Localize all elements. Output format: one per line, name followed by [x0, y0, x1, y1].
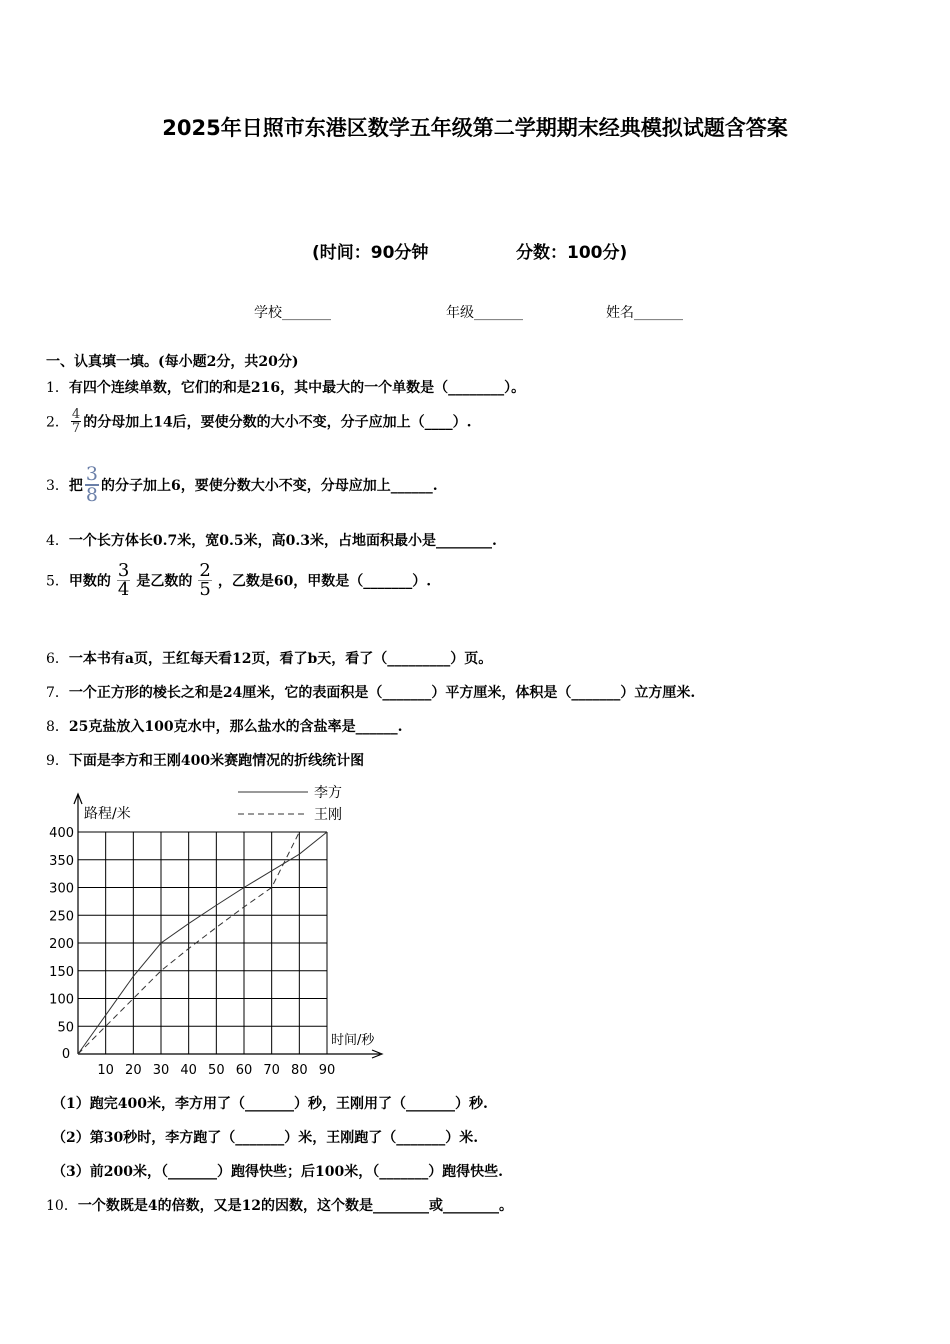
page-title: 2025年日照市东港区数学五年级第二学期期末经典模拟试题含答案	[162, 116, 788, 140]
x-tick-label: 30	[152, 1063, 170, 1078]
legend-label: 王刚	[314, 807, 342, 823]
y-tick-label: 50	[57, 1020, 74, 1036]
y-tick-label: 400	[49, 826, 74, 841]
y-tick-label: 300	[49, 881, 74, 897]
question-prefix: 甲数的	[68, 573, 111, 590]
question-5	[46, 562, 431, 599]
question-3	[46, 465, 438, 505]
question-9	[46, 750, 364, 770]
fraction: $\frac{3}{4}$	[117, 560, 130, 600]
x-axis-label: 时间/秒	[331, 1033, 375, 1048]
question-middle: 是乙数的	[136, 573, 193, 590]
question-9-part-2: （2）第30秒时，李方跑了（_______）米，王刚跑了（_______）米.	[52, 1130, 479, 1146]
question-9-part-3: （3）前200米，（_______）跑得快些；后100米，（_______）跑得快些.	[52, 1164, 504, 1180]
question-7	[46, 682, 695, 702]
question-number: 8．	[46, 719, 69, 735]
x-tick-label: 70	[263, 1063, 280, 1078]
question-number: 7．	[46, 685, 69, 701]
y-tick-label: 250	[49, 909, 74, 925]
question-2	[46, 408, 472, 435]
x-tick-label: 90	[318, 1063, 336, 1078]
chart-axes	[74, 794, 382, 1058]
name-field[interactable]: 姓名_______	[606, 305, 683, 321]
question-number: 10．	[46, 1198, 78, 1214]
chart-grid	[78, 832, 327, 1054]
exam-score: 分数：100分)	[516, 243, 628, 263]
x-tick-label: 0	[61, 1047, 71, 1062]
school-field[interactable]: 学校_______	[254, 305, 331, 321]
x-tick-label: 10	[97, 1063, 114, 1078]
question-1	[46, 377, 525, 397]
question-8	[46, 716, 403, 736]
y-tick-label: 150	[49, 964, 74, 980]
chart-ticks	[49, 826, 335, 1078]
legend-label: 李方	[314, 785, 342, 801]
section-heading: 一、认真填一填。(每小题2分，共20分)	[46, 354, 299, 370]
question-number: 9．	[46, 753, 69, 769]
fraction: $\frac{3}{8}$	[85, 463, 99, 506]
x-tick-label: 80	[291, 1063, 308, 1078]
y-tick-label: 100	[49, 992, 74, 1008]
question-text: 的分母加上14后，要使分数的大小不变，分子应加上（____）.	[83, 414, 472, 431]
question-number: 5．	[46, 573, 69, 590]
x-tick-label: 50	[208, 1063, 225, 1078]
question-number: 2．	[46, 414, 69, 431]
y-tick-label: 350	[49, 853, 74, 869]
question-text: 一个正方形的棱长之和是24厘米，它的表面积是（_______）平方厘米，体积是（_______）立方厘米.	[68, 685, 696, 701]
x-tick-label: 60	[235, 1063, 253, 1078]
question-10	[46, 1195, 513, 1215]
fraction: $\frac{4}{7}$	[71, 407, 81, 436]
y-axis-label: 路程/米	[84, 806, 131, 822]
question-prefix: 把	[68, 478, 83, 494]
question-4	[46, 530, 497, 550]
question-6	[46, 648, 492, 668]
exam-time: (时间：90分钟	[312, 243, 429, 263]
line-chart	[40, 778, 400, 1078]
x-tick-label: 20	[125, 1063, 142, 1078]
question-text: 25克盐放入100克水中，那么盐水的含盐率是______.	[68, 719, 403, 735]
chart-legend	[238, 784, 342, 823]
y-tick-label: 200	[49, 937, 74, 952]
question-text: 一个数既是4的倍数，又是12的因数，这个数是________或________。	[77, 1198, 514, 1214]
question-text: 下面是李方和王刚400米赛跑情况的折线统计图	[68, 753, 365, 769]
grade-field[interactable]: 年级_______	[446, 305, 523, 321]
question-text: 的分子加上6，要使分数大小不变，分母应加上______.	[101, 478, 438, 494]
question-text: ，乙数是60，甲数是（_______）.	[217, 573, 432, 590]
x-tick-label: 40	[180, 1063, 197, 1078]
question-text: 一个长方体长0.7米，宽0.5米，高0.3米，占地面积最小是________.	[68, 533, 497, 549]
question-number: 6．	[46, 651, 69, 667]
fraction: $\frac{2}{5}$	[199, 560, 211, 600]
question-number: 4．	[46, 533, 69, 549]
question-text: 一本书有a页，王红每天看12页，看了b天，看了（_________）页。	[68, 651, 493, 667]
question-9-part-1: （1）跑完400米，李方用了（_______）秒，王刚用了（_______）秒.	[52, 1096, 488, 1112]
question-text: 有四个连续单数，它们的和是216，其中最大的一个单数是（________）。	[68, 380, 526, 396]
question-number: 1．	[46, 380, 69, 396]
question-number: 3．	[46, 478, 69, 494]
